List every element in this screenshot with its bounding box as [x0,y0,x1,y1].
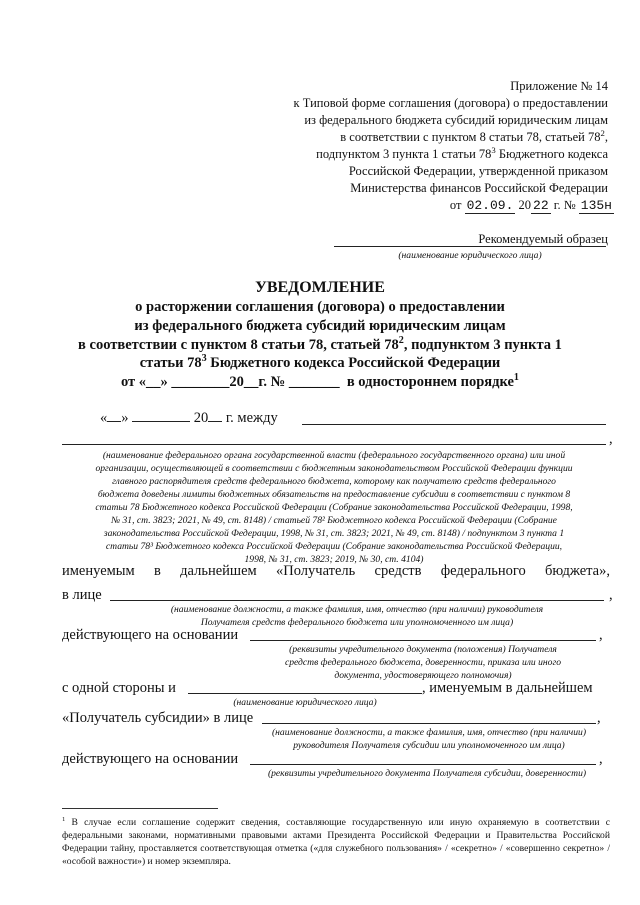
one-side-label: с одной стороны и [62,680,176,696]
footnote-separator [62,808,218,809]
acting-basis-label: действующего на основании [62,627,239,643]
acting-basis-line [250,640,596,641]
date-line: « » 20 г. между [100,410,278,426]
acting-basis-line-2 [250,764,596,765]
legal-entity-line [334,246,606,247]
comma: , [609,431,613,447]
authority-line [62,444,606,445]
recipient-line [262,723,596,724]
comma: , [599,627,603,643]
legal-entity-caption: (наименование юридического лица) [398,250,542,261]
person-line [110,600,604,601]
appendix-line: из федерального бюджета субсидий юридическим лицам [304,113,608,127]
recommended-sample: Рекомендуемый образец [478,232,608,246]
order-date: от 02.09. 20 22 г. № 135н [449,198,612,213]
appendix-line: к Типовой форме соглашения (договора) о предоставлении [293,96,608,110]
acting-basis-caption: (реквизиты учредительного документа (положения) Получателя средств федерального бюджета, доверенности, приказа или иного документа, удостоверяющего полномочия) [284,644,562,681]
recipient-caption: (наименование должности, а также фамилия, имя, отчество (при наличии) руководителя Получателя субсидии или уполномоченного им лица) [271,727,587,751]
person-caption: (наименование должности, а также фамилия, имя, отчество (при наличии) руководителя Получателя средств федерального бюджета или уполномоченного им лица) [170,604,544,628]
notice-subtitle: в соответствии с пунктом 8 статьи 78, статьей $78^2$, подпунктом 3 пункта 1 [78,335,562,353]
notice-subtitle: статьи $78^3$ Бюджетного кодекса Российской Федерации [139,353,501,371]
between-party-line [302,424,606,425]
appendix-line: Министерства финансов Российской Федерации [350,181,608,195]
recipient-label: «Получатель субсидии» в лице [62,710,254,726]
second-party-line [188,693,422,694]
notice-subtitle: из федерального бюджета субсидий юридическим лицам [134,318,506,334]
notice-date-number: от «__» ________20__г. № _______ в одностороннем порядке$^1$ [121,372,519,390]
footnote: $^1$ В случае если соглашение содержит сведения, составляющие государственную или иную охраняемую в соответствии с федеральными законами, нормативными правовыми актами Президента Российской Федерации и Правительства Российской Федерации тайну, проставляется соответствующая отметка («для служебного пользования» / «секретно» / «совершенно секретно» / «особой важности») и номер экземпляра. [62,815,610,867]
person-label: в лице [62,587,102,603]
notice-subtitle: о расторжении соглашения (договора) о предоставлении [135,299,505,315]
named-recipient-funds: именуемым в дальнейшем «Получатель средств федерального бюджета», [62,563,610,579]
appendix-line: подпунктом 3 пункта 1 статьи $78^3$ Бюджетного кодекса [316,144,608,161]
named-label: , именуемым в дальнейшем [422,680,593,696]
comma: , [597,710,601,726]
appendix-number: Приложение № 14 [510,79,608,93]
appendix-line: в соответствии с пунктом 8 статьи 78, статьей $78^2$, [340,127,608,144]
acting-basis-label-2: действующего на основании [62,751,239,767]
acting-basis-caption-2: (реквизиты учредительного документа Получателя субсидии, доверенности) [267,768,587,779]
authority-caption: (наименование федерального органа государственной власти (федерального государственного органа) или иной организации, осуществляющей в соответствии с бюджетным законодательством Российской Федерации функции главного распорядителя средств федерального бюджета, которому как получателю средств федерального бюджета доведены лимиты бюджетных обязательств на предоставление субсидии в соответствии с пунктом 8 статьи 78 Бюджетного кодекса Российской Федерации (Собрание законодательства Российской Федерации, 1998, № 31, ст. 3823; 2021, № 49, ст. 8148) / статьей 78² Бюджетного кодекса Российской Федерации (Собрание законодательства Российской Федерации, 1998, № 31, ст. 3823; 2021, № 49, ст. 8148) / подпунктом 3 пункта 1 статьи 78³ Бюджетного кодекса Российской Федерации (Собрание законодательства Российской Федерации, 1998, № 31, ст. 3823; 2019, № 30, ст. 4104) [95,450,573,565]
notice-title: УВЕДОМЛЕНИЕ [255,279,385,296]
comma: , [599,751,603,767]
second-party-caption: (наименование юридического лица) [233,697,377,708]
appendix-line: Российской Федерации, утвержденной приказом [348,164,608,178]
comma: , [609,587,613,603]
